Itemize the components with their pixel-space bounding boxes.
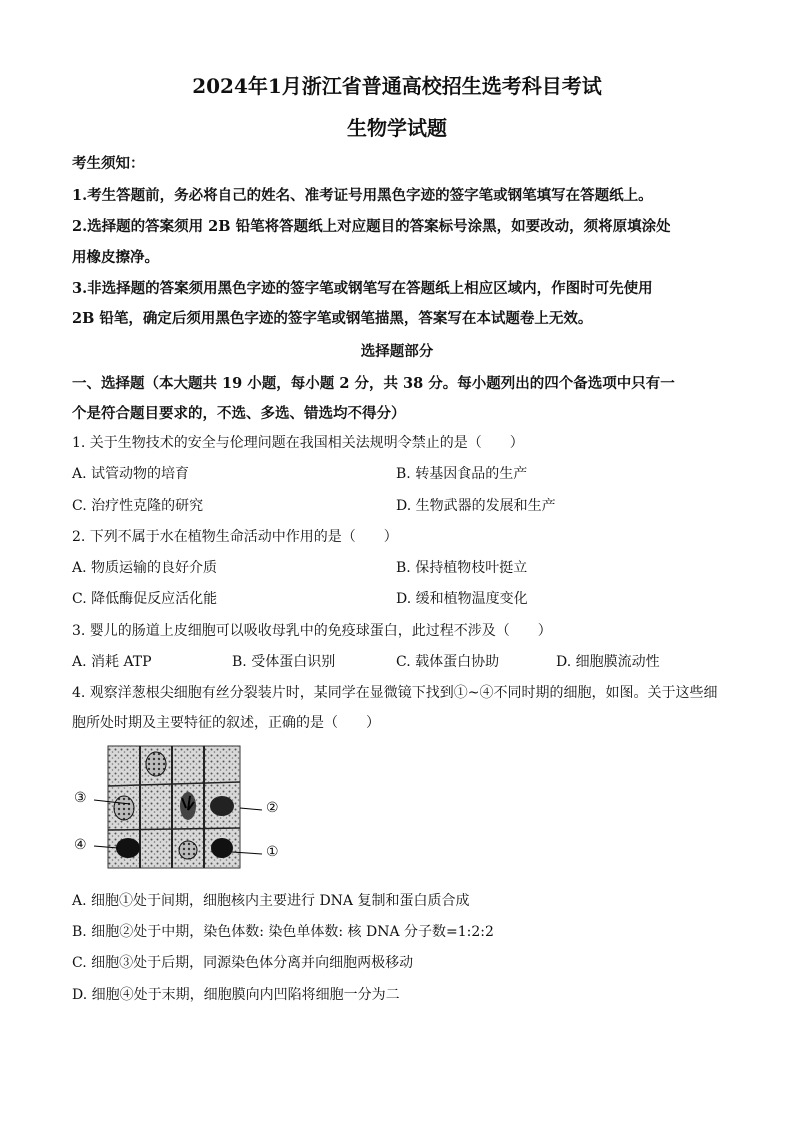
micrograph-figure [72, 742, 292, 872]
section-instruction: 一、选择题（本大题共 19 小题，每小题 2 分，共 38 分。每小题列出的四个备选项中只有一 [72, 375, 675, 392]
option-b: B. 转基因食品的生产 [396, 466, 528, 482]
question-stem: 4. 观察洋葱根尖细胞有丝分裂装片时，某同学在显微镜下找到①~④不同时期的细胞，如图。关于这些细 [72, 685, 718, 701]
question-stem: 1. 关于生物技术的安全与伦理问题在我国相关法规明令禁止的是（ ） [72, 435, 524, 451]
option-b: B. 保持植物枝叶挺立 [396, 560, 528, 576]
question-stem: 2. 下列不属于水在植物生命活动中作用的是（ ） [72, 529, 398, 545]
option-d: D. 细胞膜流动性 [556, 654, 660, 670]
option-c: C. 细胞③处于后期，同源染色体分离并向细胞两极移动 [72, 955, 414, 971]
option-d: D. 缓和植物温度变化 [396, 591, 528, 607]
notice-item: 用橡皮擦净。 [72, 249, 159, 266]
micrograph-image [72, 742, 292, 872]
option-c: C. 降低酶促反应活化能 [72, 591, 218, 607]
exam-title: 2024年1月浙江省普通高校招生选考科目考试 [192, 74, 602, 98]
notice-item: 2.选择题的答案须用 2B 铅笔将答题纸上对应题目的答案标号涂黑，如要改动，须将原填涂处 [72, 218, 671, 235]
figure-label-3: ③ [74, 790, 87, 806]
section-instruction: 个是符合题目要求的，不选、多选、错选均不得分） [72, 405, 406, 422]
question-stem: 胞所处时期及主要特征的叙述，正确的是（ ） [72, 715, 380, 731]
exam-subtitle: 生物学试题 [347, 116, 447, 140]
notice-heading: 考生须知： [72, 155, 145, 172]
notice-item: 1.考生答题前，务必将自己的姓名、准考证号用黑色字迹的签字笔或钢笔填写在答题纸上。 [72, 187, 653, 204]
notice-item: 3.非选择题的答案须用黑色字迹的签字笔或钢笔写在答题纸上相应区域内，作图时可先使用 [72, 280, 653, 297]
question-stem: 3. 婴儿的肠道上皮细胞可以吸收母乳中的免疫球蛋白，此过程不涉及（ ） [72, 623, 552, 639]
option-d: D. 细胞④处于末期，细胞膜向内凹陷将细胞一分为二 [72, 987, 400, 1003]
option-c: C. 载体蛋白协助 [396, 654, 500, 670]
option-b: B. 受体蛋白识别 [232, 654, 336, 670]
option-a: A. 消耗 ATP [72, 654, 152, 670]
section-title: 选择题部分 [360, 343, 434, 360]
option-c: C. 治疗性克隆的研究 [72, 498, 204, 514]
option-a: A. 细胞①处于间期，细胞核内主要进行 DNA 复制和蛋白质合成 [72, 893, 470, 909]
option-a: A. 物质运输的良好介质 [72, 560, 218, 576]
option-a: A. 试管动物的培育 [72, 466, 190, 482]
figure-label-2: ② [266, 800, 279, 816]
notice-item: 2B 铅笔，确定后须用黑色字迹的签字笔或钢笔描黑，答案写在本试题卷上无效。 [72, 310, 593, 327]
figure-label-1: ① [266, 844, 279, 860]
option-d: D. 生物武器的发展和生产 [396, 498, 556, 514]
option-b: B. 细胞②处于中期，染色体数: 染色单体数: 核 DNA 分子数=1:2:2 [72, 924, 494, 940]
figure-label-4: ④ [74, 837, 87, 853]
